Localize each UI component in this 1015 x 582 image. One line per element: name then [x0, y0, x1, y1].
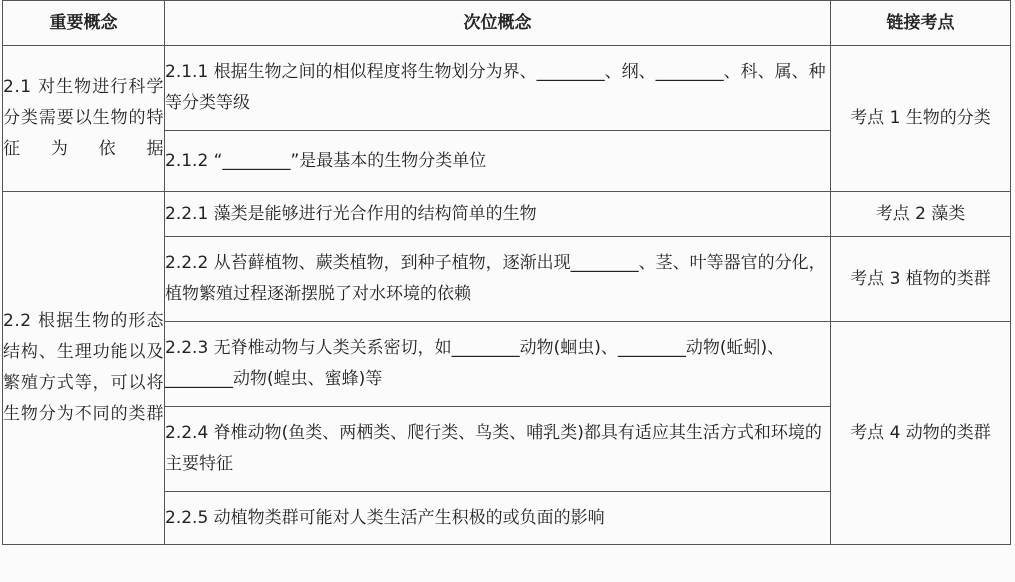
secondary-concept-2-2-2: 2.2.2 从苔藓植物、蕨类植物，到种子植物，逐渐出现________、茎、叶等器官的分化，植物繁殖过程逐渐摆脱了对水环境的依赖 — [165, 237, 831, 322]
secondary-concept-2-2-5: 2.2.5 动植物类群可能对人类生活产生积极的或负面的影响 — [165, 492, 831, 545]
secondary-concept-2-1-2: 2.1.2 “________”是最基本的生物分类单位 — [165, 131, 831, 192]
concept-table — [2, 0, 1011, 545]
header-important-concept: 重要概念 — [3, 1, 165, 46]
exam-point-3: 考点 3 植物的类群 — [831, 237, 1011, 322]
table-row — [3, 46, 1011, 131]
header-linked-exam-point: 链接考点 — [831, 1, 1011, 46]
header-row — [3, 1, 1011, 46]
exam-point-2: 考点 2 藻类 — [831, 192, 1011, 237]
table-row — [3, 192, 1011, 237]
important-concept-2-1: 2.1 对生物进行科学分类需要以生物的特征为依据 — [3, 46, 165, 192]
secondary-concept-2-2-3: 2.2.3 无脊椎动物与人类关系密切，如________动物(蛔虫)、________动物(蚯蚓)、________动物(蝗虫、蜜蜂)等 — [165, 322, 831, 407]
secondary-concept-2-2-4: 2.2.4 脊椎动物(鱼类、两栖类、爬行类、鸟类、哺乳类)都具有适应其生活方式和环境的主要特征 — [165, 407, 831, 492]
header-secondary-concept: 次位概念 — [165, 1, 831, 46]
secondary-concept-2-2-1: 2.2.1 藻类是能够进行光合作用的结构简单的生物 — [165, 192, 831, 237]
exam-point-1: 考点 1 生物的分类 — [831, 46, 1011, 192]
secondary-concept-2-1-1: 2.1.1 根据生物之间的相似程度将生物划分为界、________、纲、________、科、属、种等分类等级 — [165, 46, 831, 131]
exam-point-4: 考点 4 动物的类群 — [831, 322, 1011, 545]
important-concept-2-2: 2.2 根据生物的形态结构、生理功能以及繁殖方式等，可以将生物分为不同的类群 — [3, 192, 165, 545]
